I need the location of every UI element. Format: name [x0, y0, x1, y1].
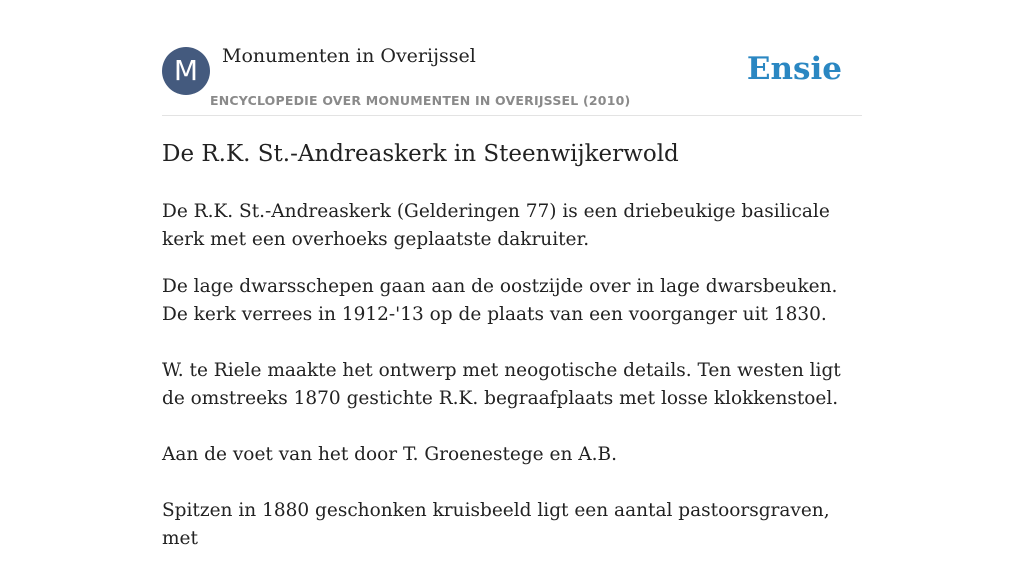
ensie-logo[interactable]: Ensie: [746, 51, 842, 87]
article-body: [162, 136, 862, 572]
article-paragraph: De lage dwarsschepen gaan aan de oostzijde over in lage dwarsbeuken. De kerk verrees in 1912-'13 op de plaats van een voorganger uit 1830.: [162, 276, 838, 325]
article-paragraph: De R.K. St.-Andreaskerk (Gelderingen 77) is een driebeukige basilicale kerk met een overhoeks geplaatste dakruiter.: [162, 201, 830, 250]
source-avatar[interactable]: M: [162, 47, 210, 95]
source-title[interactable]: Monumenten in Overijssel: [222, 45, 476, 67]
source-subtitle: ENCYCLOPEDIE OVER MONUMENTEN IN OVERIJSSEL (2010): [210, 93, 631, 108]
source-header: [162, 0, 862, 116]
article-paragraph: Aan de voet van het door T. Groenestege en A.B.: [162, 444, 617, 465]
article-paragraph: Spitzen in 1880 geschonken kruisbeeld ligt een aantal pastoorsgraven, met: [162, 500, 830, 549]
article-paragraph: W. te Riele maakte het ontwerp met neogotische details. Ten westen ligt de omstreeks 1870 gestichte R.K. begraafplaats met losse klokkenstoel.: [162, 360, 841, 409]
article-title: De R.K. St.-Andreaskerk in Steenwijkerwold: [162, 141, 679, 167]
